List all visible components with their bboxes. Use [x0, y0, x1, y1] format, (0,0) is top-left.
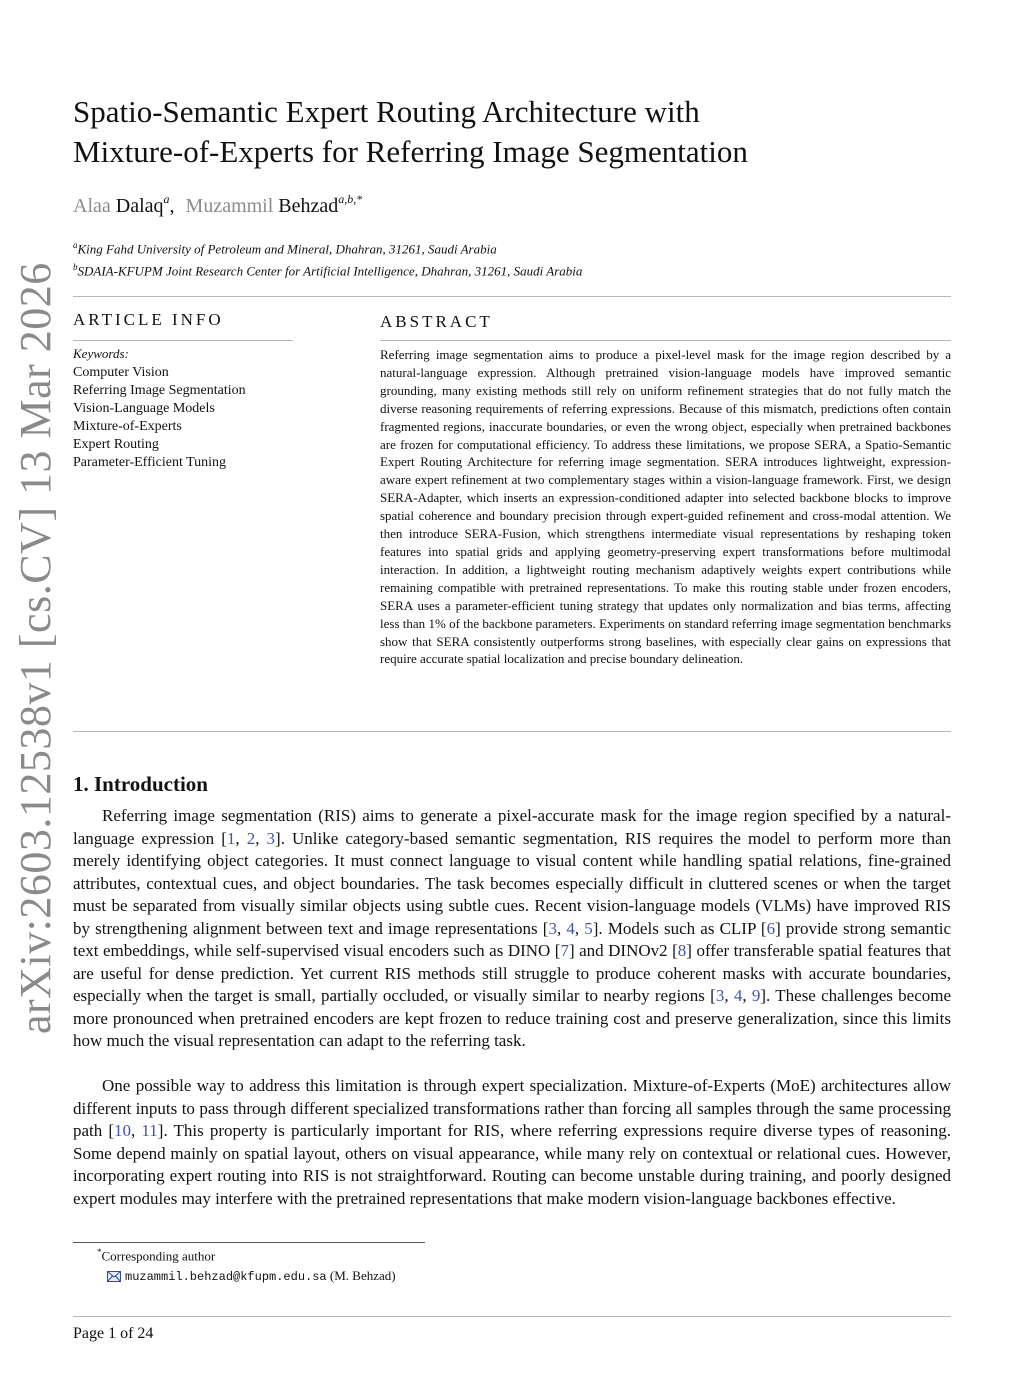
- author-list: Alaa Dalaq$^a$, Muzammil Behzad$^{a,b,*}$: [73, 192, 363, 217]
- abstract-divider: [380, 340, 951, 341]
- corresponding-author-note: *Corresponding author: [97, 1247, 216, 1264]
- paper-title: [73, 92, 973, 172]
- arxiv-sidebar-stamp: arXiv:2603.12538v1 [cs.CV] 13 Mar 2026: [11, 262, 60, 1034]
- citation-link[interactable]: 3: [266, 828, 276, 848]
- citation-link[interactable]: 1: [226, 828, 236, 848]
- affiliation-b: $^b$SDAIA-KFUPM Joint Research Center for Artificial Intelligence, Dhahran, 31261, Saudi Arabia: [73, 262, 583, 279]
- citation-link[interactable]: 5: [584, 918, 593, 938]
- paragraph-text: ,: [742, 986, 752, 1005]
- paragraph-text: ,: [255, 828, 267, 848]
- citation-link[interactable]: 2: [246, 828, 256, 848]
- paragraph-text: ]. This property is particularly important for RIS, where referring expressions require diverse types of reasoning. Some depend mainly on spatial layout, others on visual appearance, while many rely on contextual or relational cues. However, incorporating expert routing into RIS is not straightforward. Routing can become unstable during training, and poorly designed expert modules may interfere with the pretrained representations that make modern vision-language backbones effective.: [73, 1121, 951, 1208]
- section-heading-introduction: 1. Introduction: [73, 772, 208, 796]
- keyword-item: Computer Vision: [73, 365, 169, 380]
- keywords-label: Keywords:: [73, 346, 129, 361]
- title-line-1: Spatio-Semantic Expert Routing Architecture with: [73, 94, 700, 129]
- citation-link[interactable]: 3: [548, 918, 557, 938]
- article-info-heading: ARTICLE INFO: [73, 310, 224, 329]
- paragraph-text: ,: [235, 828, 247, 848]
- paragraph-text: One possible way to address this limitation is through expert specialization. Mixture-of-Experts (MoE) architectures allow different inputs to pass through different specialized transformations rather than forcing all samples through the same processing path [: [73, 1076, 951, 1140]
- citation-link[interactable]: 8: [677, 941, 687, 960]
- paragraph-text: ] provide strong semantic text embeddings, while self-supervised visual encoders such as DINO [: [73, 918, 952, 960]
- citation-link[interactable]: 11: [141, 1121, 158, 1140]
- abstract-body: Referring image segmentation aims to produce a pixel-level mask for the image region described by a natural-language expression. Although pretrained vision-language models have improved semantic grounding, many existing methods still rely on uniform refinement strategies that do not fully match the diverse reasoning requirements of referring expressions. Because of this mismatch, predictions often contain fragmented regions, inaccurate boundaries, or even the wrong object, especially when pretrained backbones are frozen for computational efficiency. To address these limitations, we propose SERA, a Spatio-Semantic Expert Routing Architecture for referring image segmentation. SERA introduces lightweight, expression-aware expert refinement at two complementary stages within a vision-language framework. First, we design SERA-Adapter, which inserts an expression-conditioned adapter into selected backbone blocks to improve spatial coherence and boundary precision through expert-guided refinement and cross-modal attention. We then introduce SERA-Fusion, which strengthens intermediate visual representations by reshaping token features into spatial grids and applying geometry-preserving expert transformations before multimodal interaction. In addition, a lightweight routing mechanism adaptively weights expert contributions while remaining compatible with pretrained representations. To make this routing stable under frozen encoders, SERA uses a parameter-efficient tuning strategy that updates only normalization and bias terms, affecting less than 1% of the backbone parameters. Experiments on standard referring image segmentation benchmarks show that SERA consistently outperforms strong baselines, with especially clear gains on expressions that require accurate spatial localization and precise boundary delineation.: [380, 347, 951, 667]
- intro-paragraph-2: [73, 1075, 951, 1210]
- citation-link[interactable]: 4: [566, 918, 575, 938]
- paragraph-text: ] offer transferable spatial features that are useful for dense prediction. Yet current RIS methods still struggle to produce coherent masks with accurate boundaries, especially when the target is small, partially occluded, or visually similar to nearby regions [: [73, 941, 952, 1005]
- keyword-item: Expert Routing: [73, 437, 159, 452]
- citation-link[interactable]: 10: [114, 1121, 132, 1140]
- paragraph-text: ,: [131, 1121, 142, 1140]
- abstract-heading: ABSTRACT: [380, 312, 493, 331]
- footer-divider: [73, 1316, 951, 1317]
- paragraph-text: ]. Models such as CLIP [: [592, 918, 767, 938]
- paragraph-text: ,: [556, 918, 567, 938]
- citation-link[interactable]: 3: [715, 986, 725, 1005]
- paragraph-text: ] and DINOv2 [: [568, 941, 678, 960]
- page-number: Page 1 of 24: [73, 1325, 154, 1342]
- citation-link[interactable]: 9: [751, 986, 761, 1005]
- header-divider: [73, 296, 951, 297]
- email-link[interactable]: muzammil.behzad@kfupm.edu.sa: [125, 1270, 327, 1284]
- keyword-item: Mixture-of-Experts: [73, 419, 182, 434]
- keyword-item: Parameter-Efficient Tuning: [73, 455, 227, 470]
- envelope-icon: [107, 1270, 121, 1286]
- article-info-divider: [73, 340, 293, 341]
- paragraph-text: ]. These challenges become more pronounced when pretrained encoders are kept frozen to reduce training cost and preserve generalization, since this limits how much the visual representation can adapt to the referring task.: [73, 986, 952, 1050]
- author-1[interactable]: Alaa Dalaq$^a$: [73, 192, 170, 217]
- affiliation-a: $^a$King Fahd University of Petroleum and Mineral, Dhahran, 31261, Saudi Arabia: [73, 240, 497, 257]
- abstract-end-divider: [73, 731, 951, 732]
- keyword-item: Vision-Language Models: [73, 401, 215, 416]
- email-footnote: muzammil.behzad@kfupm.edu.sa (M. Behzad): [107, 1268, 396, 1286]
- paragraph-text: ,: [574, 918, 585, 938]
- keyword-item: Referring Image Segmentation: [73, 383, 246, 398]
- paragraph-text: ]. Unlike category-based semantic segmentation, RIS requires the model to perform more than merely identifying object categories. It must connect language to visual content while handling spatial relations, fine-grained attributes, contextual cues, and object boundaries. The task becomes especially difficult in cluttered scenes or when the target must be separated from visually similar objects using subtle cues. Recent vision-language models (VLMs) have improved RIS by strengthening alignment between text and image representations [: [73, 828, 951, 938]
- author-2[interactable]: Muzammil Behzad$^{a,b,*}$: [185, 192, 363, 217]
- intro-paragraph-1: [73, 805, 951, 1053]
- paragraph-text: ,: [724, 986, 734, 1005]
- citation-link[interactable]: 6: [766, 918, 776, 938]
- paragraph-text: Referring image segmentation (RIS) aims to generate a pixel-accurate mask for the image region specified by a natural-language expression [: [73, 806, 951, 848]
- footnote-divider: [73, 1242, 425, 1243]
- keywords-list: [73, 364, 246, 472]
- title-line-2: Mixture-of-Experts for Referring Image Segmentation: [73, 134, 748, 169]
- citation-link[interactable]: 4: [733, 986, 743, 1005]
- citation-link[interactable]: 7: [560, 941, 569, 960]
